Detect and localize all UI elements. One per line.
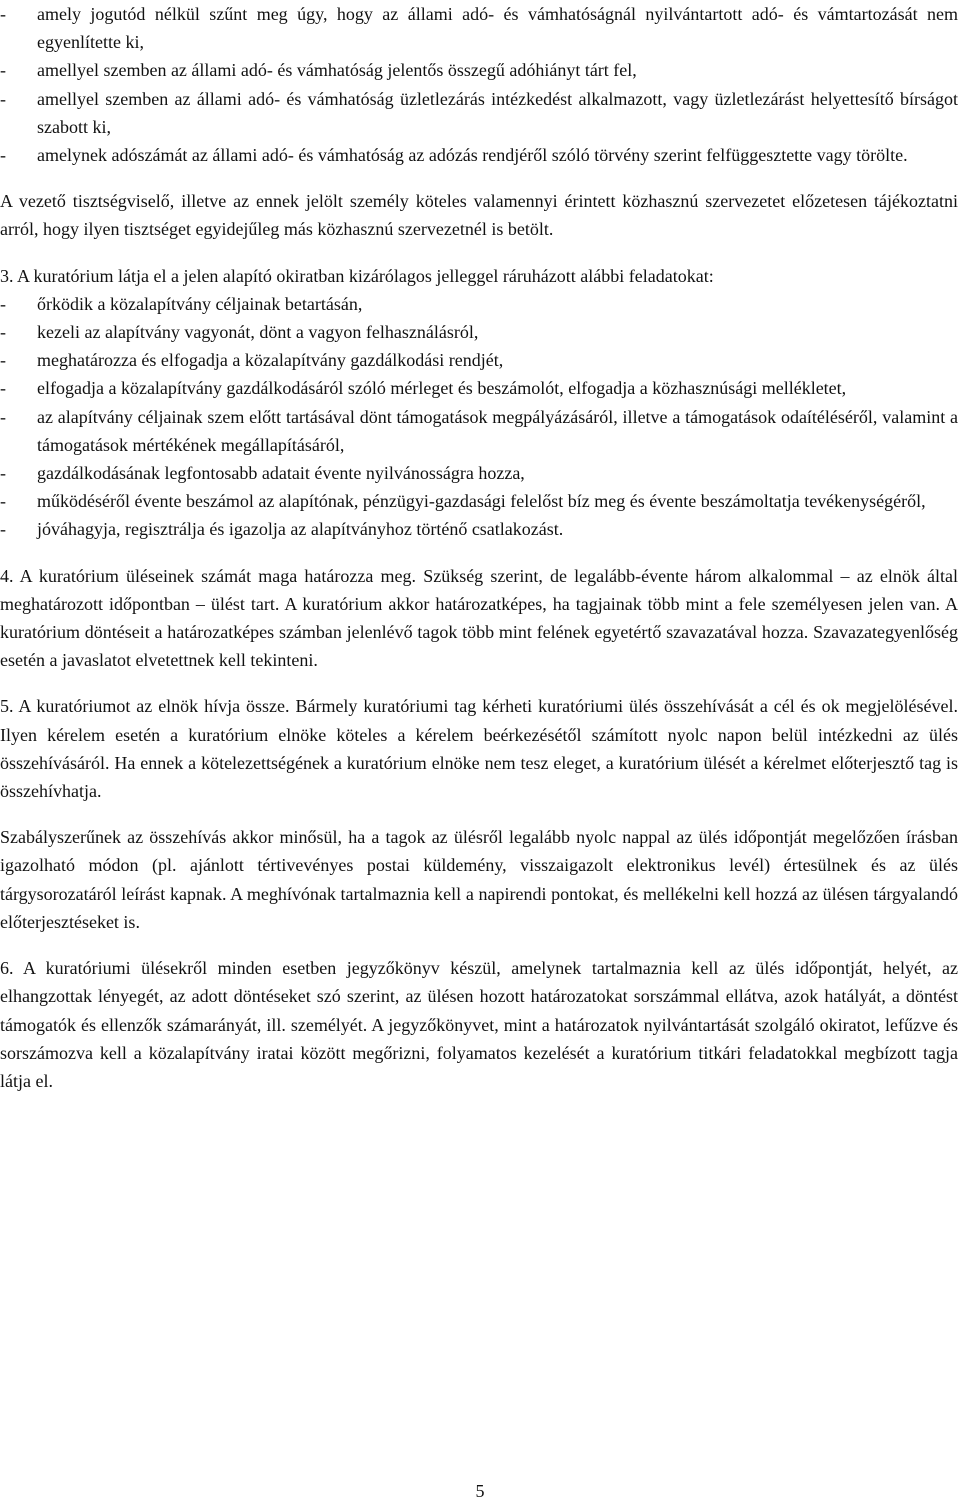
list-item: - őrködik a közalapítvány céljainak betartásán,	[0, 290, 958, 318]
list-item: - amely jogutód nélkül szűnt meg úgy, hogy az állami adó- és vámhatóságnál nyilvántartott adó- és vámtartozását nem egyenlítette ki,	[0, 0, 958, 56]
disqualification-list	[0, 0, 958, 169]
list-item: - gazdálkodásának legfontosabb adatait évente nyilvánosságra hozza,	[0, 459, 958, 487]
list-item: - az alapítvány céljainak szem előtt tartásával dönt támogatások megpályázásáról, illetve a támogatások odaítéléséről, valamint a támogatások mértékének megállapításáról,	[0, 403, 958, 459]
list-item: - amellyel szemben az állami adó- és vámhatóság jelentős összegű adóhiányt tárt fel,	[0, 56, 958, 84]
list-item: - jóváhagyja, regisztrálja és igazolja az alapítványhoz történő csatlakozást.	[0, 515, 958, 543]
list-item: - meghatározza és elfogadja a közalapítvány gazdálkodási rendjét,	[0, 346, 958, 374]
section-5: 5. A kuratóriumot az elnök hívja össze. Bármely kuratóriumi tag kérheti kuratóriumi ülés összehívását a cél és ok megjelölésével. Ilyen kérelem esetén a kuratórium elnöke köteles a kérelem beérkezésétől számított nyolc napon belül intézkedni az ülés összehívásáról. Ha ennek a kötelezettségének a kuratórium elnöke nem tesz eleget, a kuratórium ülését a kérelmet előterjesztő tag is összehívhatja.	[0, 696, 958, 802]
section-6: 6. A kuratóriumi ülésekről minden esetben jegyzőkönyv készül, amelynek tartalmaznia kell az ülés időpontját, helyét, az elhangzottak lényegét, az adott döntéseket szó szerint, az ülésen hozott határozatokat sorszámmal ellátva, azok hatályát, a döntést támogatók és ellenzők számarányát, ill. személyét. A jegyzőkönyvet, mint a határozatok nyilvántartását szolgáló okiratot, lefűzve és sorszámozva kell a közalapítvány iratai között megőrizni, folyamatos kezelését a kuratórium titkári feladatokkal megbízott tagja látja el.	[0, 958, 958, 1091]
list-item: - kezeli az alapítvány vagyonát, dönt a vagyon felhasználásról,	[0, 318, 958, 346]
paragraph-szabalyszeru: Szabályszerűnek az összehívás akkor minősül, ha a tagok az ülésről legalább nyolc nappal az ülés időpontját megelőzően írásban igazolható módon (pl. ajánlott tértivevényes postai küldemény, visszaigazolt elektronikus levél) értesülnek és az ülés tárgysorozatáról leírást kapnak. A meghívónak tartalmaznia kell a napirendi pontokat, és mellékelni kell hozzá az ülésen tárgyalandó előterjesztéseket is.	[0, 827, 958, 932]
list-item: - működéséről évente beszámol az alapítónak, pénzügyi-gazdasági felelőst bíz meg és évente beszámoltatja tevékenységéről,	[0, 487, 958, 515]
list-item: - amellyel szemben az állami adó- és vámhatóság üzletlezárás intézkedést alkalmazott, vagy üzletlezárást helyettesítő bírságot szabott ki,	[0, 85, 958, 141]
list-item: - elfogadja a közalapítvány gazdálkodásáról szóló mérleget és beszámolót, elfogadja a közhasznúsági mellékletet,	[0, 374, 958, 402]
list-item: - amelynek adószámát az állami adó- és vámhatóság az adózás rendjéről szóló törvény szerint felfüggesztette vagy törölte.	[0, 141, 958, 169]
section-4: 4. A kuratórium üléseinek számát maga határozza meg. Szükség szerint, de legalább-évente három alkalommal – az elnök által meghatározott időpontban – ülést tart. A kuratórium akkor határozatképes, ha tagjainak több mint a fele személyesen jelen van. A kuratórium döntéseit a határozatképes számban jelenlévő tagok több mint felének egyetértő szavazatával hozza. Szavazategyenlőség esetén a javaslatot elvetettnek kell tekinteni.	[0, 565, 958, 671]
paragraph-vezeto: A vezető tisztségviselő, illetve az ennek jelölt személy köteles valamennyi érintett közhasznú szervezetet előzetesen tájékoztatni arról, hogy ilyen tisztséget egyidejűleg más közhasznú szervezetnél is betölt.	[0, 191, 958, 240]
section-3-intro: 3. A kuratórium látja el a jelen alapító okiratban kizárólagos jelleggel ráruházott alábbi feladatokat:	[0, 265, 714, 286]
page-number: 5	[475, 1481, 485, 1501]
section-3-duties-list	[0, 290, 958, 544]
